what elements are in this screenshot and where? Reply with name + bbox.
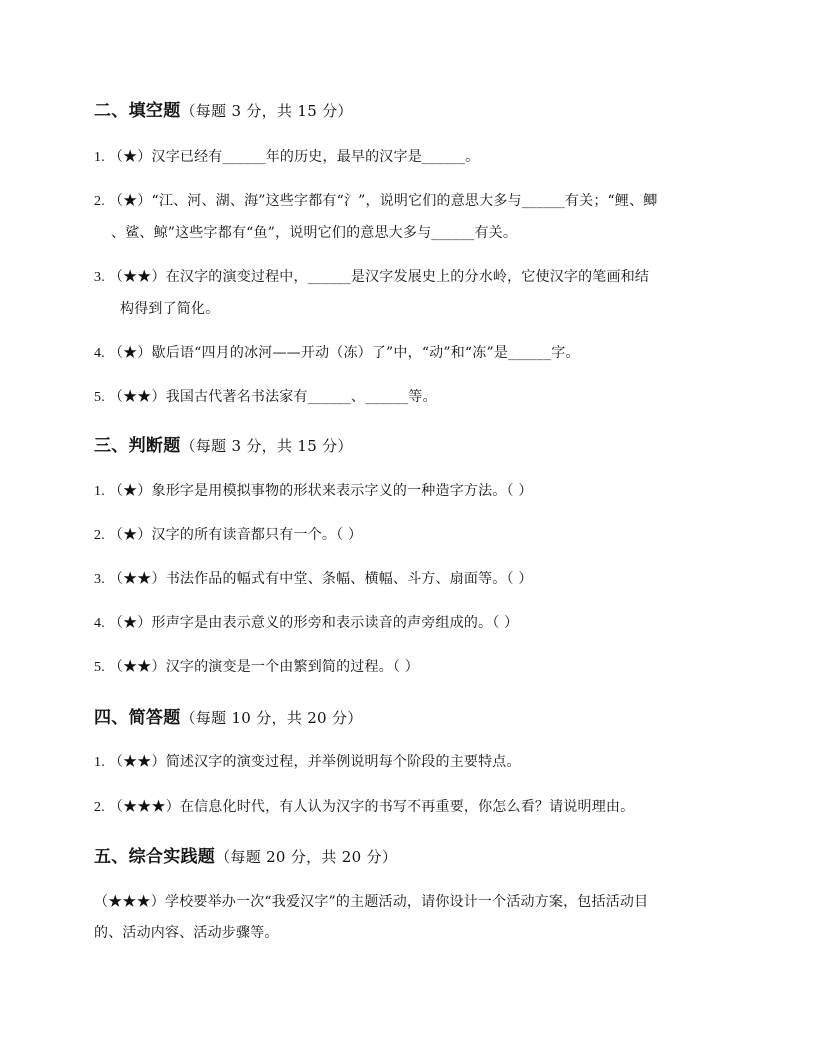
question-item bbox=[94, 524, 362, 544]
question-number: 1. bbox=[94, 484, 105, 499]
section-title: 五、综合实践题 bbox=[94, 847, 216, 867]
section-heading bbox=[94, 431, 353, 456]
question-number: 3. bbox=[94, 270, 105, 285]
question-text: （★）“江、河、湖、海”这些字都有“氵”，说明它们的意思大多与______有关；“鲤、鲫 bbox=[108, 193, 658, 209]
question-item bbox=[94, 266, 649, 286]
question-text: （★★）在汉字的演变过程中，______是汉字发展史上的分水岭，它使汉字的笔画和结 bbox=[108, 269, 650, 285]
question-text: （★★★）在信息化时代，有人认为汉字的书写不再重要，你怎么看？请说明理由。 bbox=[108, 799, 635, 815]
question-number: 2. bbox=[94, 528, 105, 543]
section-title: 二、填空题 bbox=[94, 101, 181, 121]
question-number: 4. bbox=[94, 346, 105, 361]
question-number: 2. bbox=[94, 194, 105, 209]
question-text-continued: 构得到了简化。 bbox=[120, 301, 220, 317]
question-text-continued: 的、活动内容、活动步骤等。 bbox=[94, 925, 279, 941]
section-heading bbox=[94, 703, 363, 728]
question-text: （★）汉字的所有读音都只有一个。（ ） bbox=[108, 527, 363, 543]
question-text: （★）象形字是用模拟事物的形状来表示字义的一种造字方法。（ ） bbox=[108, 483, 533, 499]
question-item bbox=[94, 386, 437, 406]
question-item bbox=[94, 480, 533, 500]
question-number: 4. bbox=[94, 616, 105, 631]
question-number: 3. bbox=[94, 572, 105, 587]
question-item bbox=[94, 190, 658, 210]
section-note: （每题 10 分，共 20 分） bbox=[180, 709, 363, 727]
section-heading bbox=[94, 96, 353, 121]
question-item bbox=[94, 146, 479, 166]
section-title: 四、简答题 bbox=[94, 708, 181, 728]
section-heading bbox=[94, 842, 397, 867]
question-item bbox=[94, 342, 580, 362]
question-item bbox=[94, 568, 533, 588]
question-number: 2. bbox=[94, 800, 105, 815]
question-text: （★★）书法作品的幅式有中堂、条幅、横幅、斗方、扇面等。（ ） bbox=[108, 571, 533, 587]
question-text: （★★）简述汉字的演变过程，并举例说明每个阶段的主要特点。 bbox=[108, 754, 521, 770]
question-text: （★）歇后语“四月的冰河——开动（冻）了”中，“动”和“冻”是______字。 bbox=[108, 345, 580, 361]
question-item bbox=[94, 796, 634, 816]
question-text: （★★）我国古代著名书法家有______、______等。 bbox=[108, 389, 437, 405]
question-text-continued: 、鲨、鲸”这些字都有“鱼”，说明它们的意思大多与______有关。 bbox=[111, 225, 518, 241]
section-note: （每题 3 分，共 15 分） bbox=[180, 102, 353, 120]
section-note: （每题 3 分，共 15 分） bbox=[180, 437, 353, 455]
question-item bbox=[94, 612, 518, 632]
section-title: 三、判断题 bbox=[94, 436, 181, 456]
question-number: 1. bbox=[94, 150, 105, 165]
question-number: 1. bbox=[94, 755, 105, 770]
question-text: （★★★）学校要举办一次“我爱汉字”的主题活动，请你设计一个活动方案，包括活动目 bbox=[94, 894, 649, 910]
section-note: （每题 20 分，共 20 分） bbox=[215, 848, 398, 866]
question-number: 5. bbox=[94, 390, 105, 405]
question-item bbox=[94, 751, 521, 771]
question-item bbox=[94, 656, 419, 676]
question-number: 5. bbox=[94, 660, 105, 675]
question-text: （★）汉字已经有______年的历史，最早的汉字是______。 bbox=[108, 149, 480, 165]
question-text: （★）形声字是由表示意义的形旁和表示读音的声旁组成的。（ ） bbox=[108, 615, 519, 631]
question-text: （★★）汉字的演变是一个由繁到简的过程。（ ） bbox=[108, 659, 419, 675]
